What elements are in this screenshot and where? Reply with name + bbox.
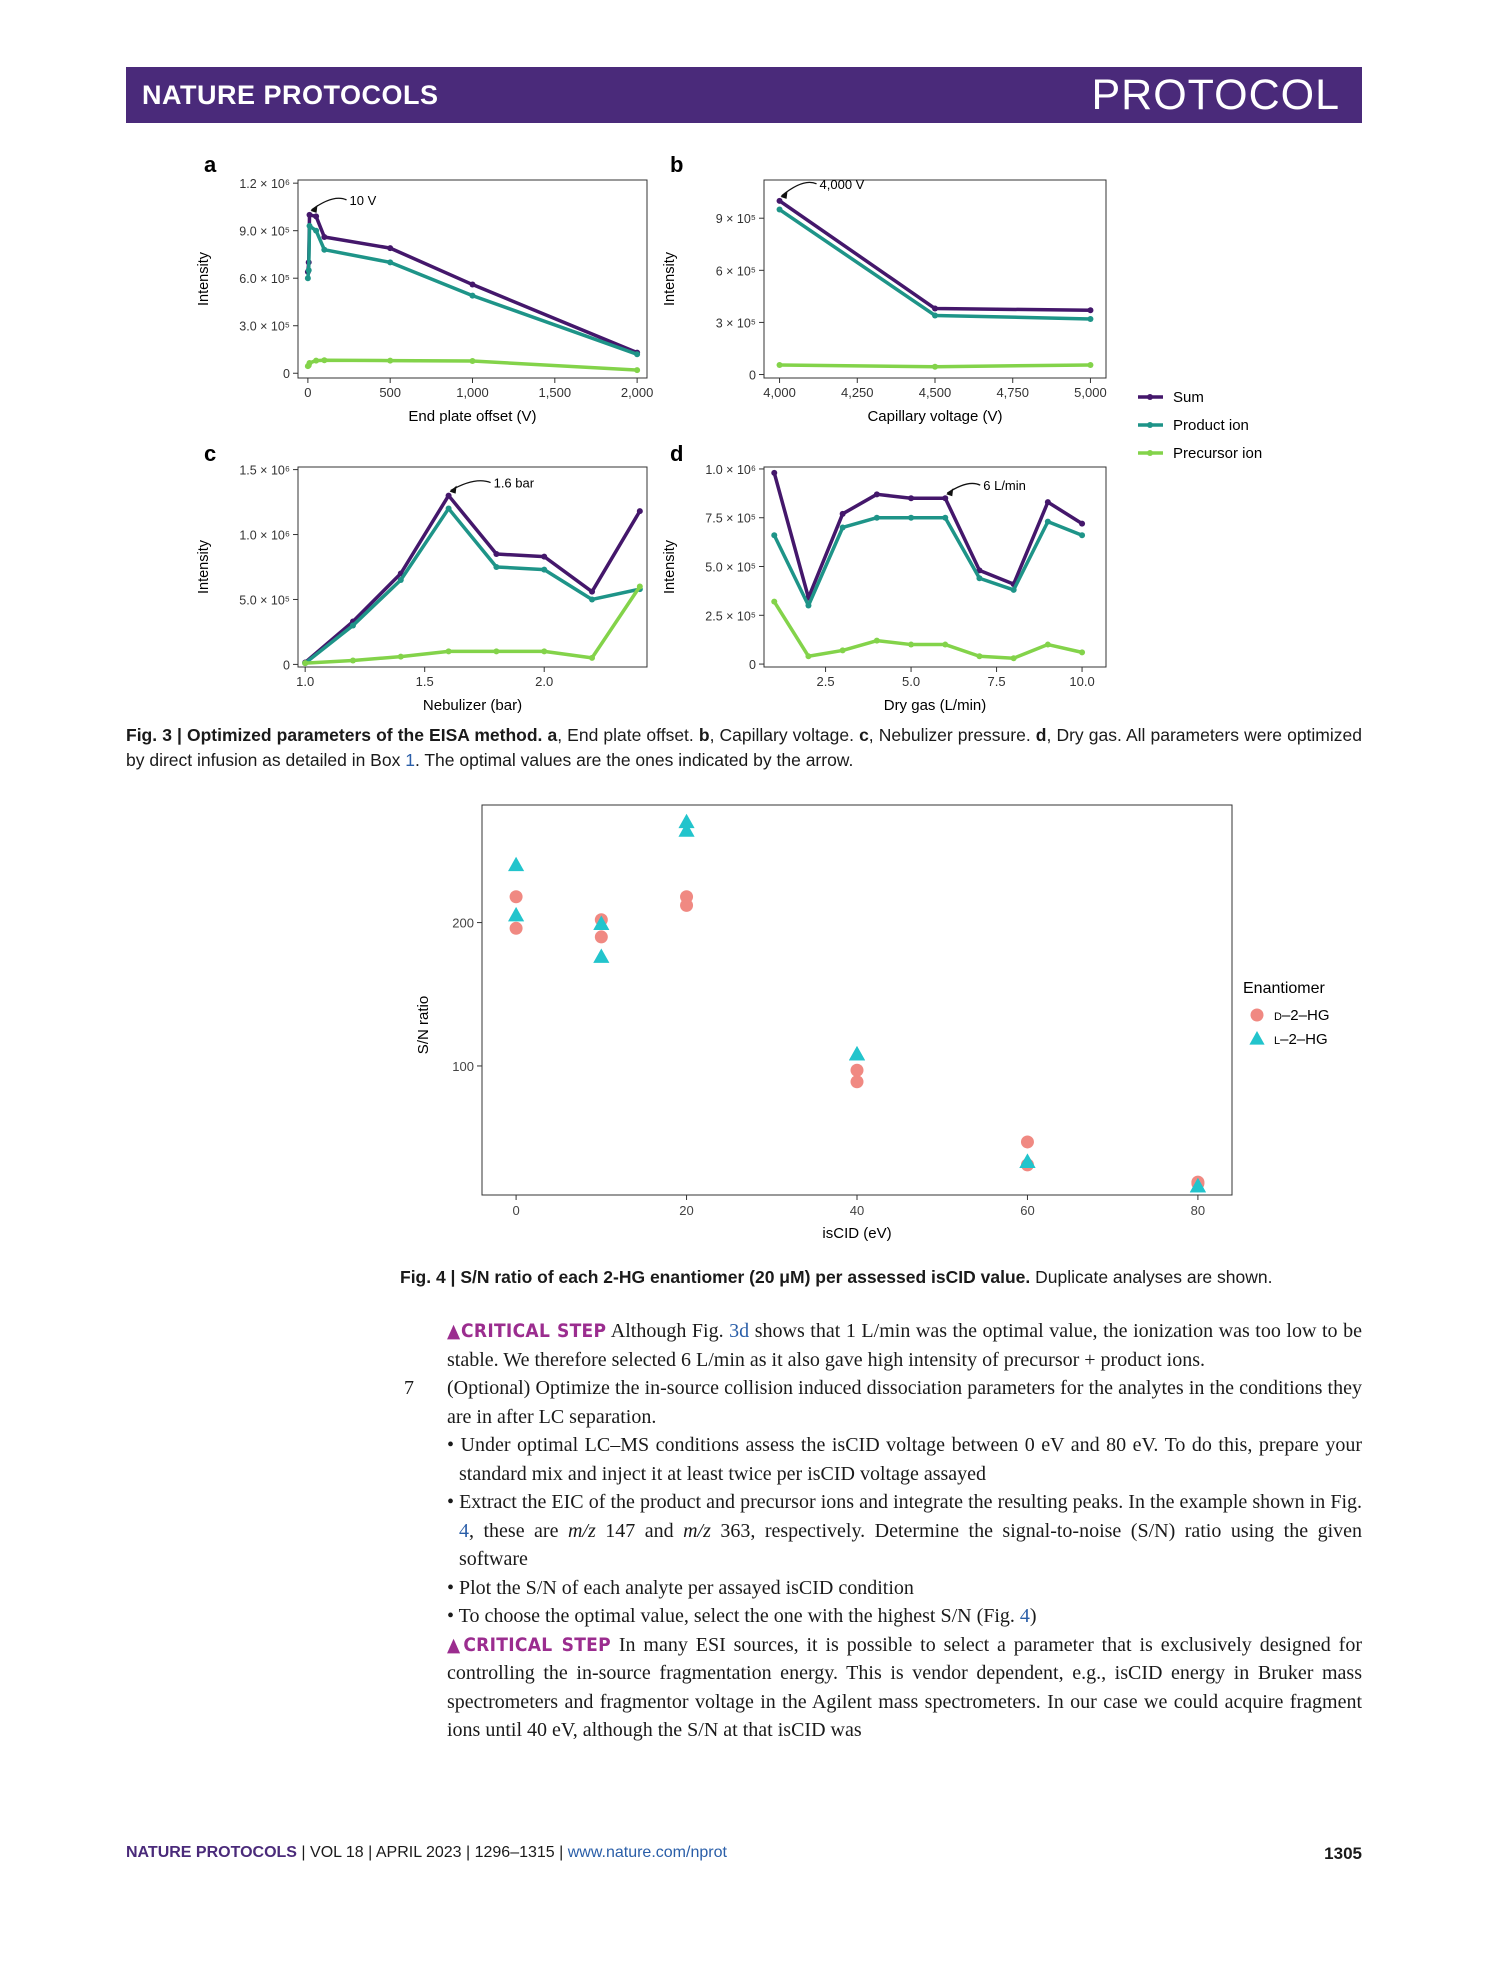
y-axis-label: Intensity [196, 540, 212, 594]
y-tick-label: 3 × 10⁵ [715, 316, 756, 331]
data-point [637, 583, 643, 589]
plot-frame [298, 180, 647, 378]
data-point [1045, 519, 1051, 525]
y-tick-label: 5.0 × 10⁵ [705, 560, 756, 575]
x-tick-label: 20 [679, 1203, 694, 1218]
caption-text: , Capillary voltage. [709, 725, 860, 745]
body-span: 363, respectively. Determine the signal-to-noise (S/N) ratio using the given software [459, 1519, 1362, 1570]
x-tick-label: 5,000 [1074, 385, 1107, 400]
legend-marker [1147, 394, 1153, 400]
bullet-3: • Plot the S/N of each analyte per assayed isCID condition [447, 1576, 914, 1599]
x-tick-label: 1.5 [415, 674, 434, 689]
data-point-lhg [508, 907, 524, 921]
footer-pages: 1296–1315 [474, 1844, 555, 1861]
data-point [840, 511, 846, 517]
data-point-lhg [1019, 1154, 1035, 1168]
series-line [305, 496, 640, 663]
footer-journal: NATURE PROTOCOLS [126, 1844, 297, 1861]
data-point [908, 642, 914, 648]
mz-italic: m/z [683, 1519, 711, 1542]
figure-3 [0, 0, 1489, 730]
data-point [1011, 587, 1017, 593]
data-point [321, 247, 327, 253]
y-axis-label: Intensity [196, 252, 212, 306]
legend-label-smallcap: L [1274, 1035, 1281, 1047]
footer-sep: | [461, 1844, 475, 1861]
x-tick-label: 5.0 [902, 674, 921, 689]
box-link[interactable]: 1 [405, 750, 415, 770]
data-point-lhg [593, 948, 609, 962]
x-tick-label: 2.5 [816, 674, 835, 689]
caption-panel-b: b [698, 725, 710, 745]
x-tick-label: 4,750 [996, 385, 1030, 400]
legend-title: Enantiomer [1243, 980, 1325, 997]
data-point-dhg [510, 922, 523, 935]
data-point [771, 470, 777, 476]
data-point [942, 642, 948, 648]
caption-text: , Nebulizer pressure. [868, 725, 1036, 745]
legend-label-rest: –2–HG [1281, 1007, 1330, 1024]
data-point [589, 589, 595, 595]
data-point [771, 599, 777, 605]
data-point [1011, 655, 1017, 661]
data-point [1079, 649, 1085, 655]
series-line [305, 509, 640, 664]
page-footer [126, 1844, 1362, 1862]
body-span: shows that 1 L/min was the optimal value, the ionization was too low to be stable. We therefore selected 6 L/min as it also gave high intensity of precursor + product ions. [447, 1320, 1362, 1371]
data-point [1087, 316, 1093, 322]
legend-marker [1147, 422, 1153, 428]
y-tick-label: 1.0 × 10⁶ [239, 528, 290, 543]
x-tick-label: 7.5 [987, 674, 1006, 689]
y-tick-label: 0 [283, 658, 290, 673]
annotation-label: 1.6 bar [493, 475, 535, 491]
footer-sep: | [363, 1844, 376, 1861]
data-point [307, 360, 313, 366]
data-point [908, 495, 914, 501]
data-point [805, 603, 811, 609]
x-axis-label: End plate offset (V) [408, 408, 537, 425]
critical-step-2 [447, 1631, 1362, 1745]
legend-label: Precursor ion [1173, 445, 1263, 462]
data-point [350, 622, 356, 628]
footer-sep: | [296, 1844, 311, 1861]
series-line [780, 210, 1091, 319]
fig4-legend [1243, 980, 1329, 1048]
chart-panel-a [196, 152, 653, 425]
fig4-caption-text: Duplicate analyses are shown. [1030, 1267, 1273, 1287]
x-tick-label: 0 [304, 385, 312, 400]
y-tick-label: 3.0 × 10⁵ [239, 319, 290, 334]
y-tick-label: 0 [283, 367, 290, 382]
step-number: 7 [404, 1377, 414, 1399]
data-point-dhg [595, 930, 608, 943]
data-point [976, 653, 982, 659]
fig-3d-link[interactable]: 3d [729, 1320, 750, 1342]
data-point [541, 554, 547, 560]
fig4-caption-label: Fig. 4 | S/N ratio of each 2-HG enantiomer (20 μM) per assessed isCID value. [400, 1267, 1031, 1287]
y-tick-label: 1.2 × 10⁶ [239, 177, 290, 192]
data-point [932, 364, 938, 370]
panel-label: a [204, 152, 217, 177]
annotation-label: 6 L/min [983, 478, 1026, 494]
caption-text: , End plate offset. [557, 725, 699, 745]
step-7 [404, 1374, 1362, 1431]
data-point [398, 577, 404, 583]
footer-url[interactable]: www.nature.com/nprot [567, 1844, 727, 1861]
y-tick-label: 1.5 × 10⁶ [239, 463, 290, 478]
y-tick-label: 0 [749, 368, 756, 383]
x-tick-label: 4,500 [918, 385, 952, 400]
fig3-caption-label: Fig. 3 | Optimized parameters of the EISA method. [126, 725, 543, 745]
fig4-caption [400, 1265, 1362, 1290]
fig3-caption [126, 723, 1362, 773]
y-axis-label: Intensity [662, 540, 678, 594]
panel-label: b [670, 152, 684, 177]
data-point [589, 655, 595, 661]
series-line [780, 201, 1091, 310]
data-point [470, 282, 476, 288]
chart-fig4 [415, 805, 1232, 1242]
legend-label: Sum [1173, 389, 1204, 406]
legend-marker-dhg [1251, 1009, 1264, 1022]
data-point [446, 493, 452, 499]
y-axis-label: S/N ratio [415, 995, 432, 1055]
body-span: In many ESI sources, it is possible to select a parameter that is exclusively designed for controlling the in-source fragmentation energy. This is vendor dependent, e.g., isCID energy in Bruker mass spectrometers and fragmentor voltage in the Agilent mass spectrometers. In our case we could acquire fragment ions until 40 eV, although the S/N at that isCID was [447, 1633, 1362, 1741]
data-point [313, 358, 319, 364]
data-point [387, 259, 393, 265]
annotation-arrowhead [311, 205, 318, 213]
data-point-dhg [1021, 1135, 1034, 1148]
y-tick-label: 9 × 10⁵ [715, 212, 756, 227]
annotation-arrowhead [450, 486, 457, 494]
data-point [942, 495, 948, 501]
data-point [874, 491, 880, 497]
data-point [541, 567, 547, 573]
caption-panel-c: c [859, 725, 869, 745]
data-point [777, 207, 783, 213]
data-point [840, 647, 846, 653]
y-tick-label: 100 [452, 1058, 474, 1074]
x-tick-label: 1,500 [538, 385, 572, 400]
data-point-dhg [851, 1075, 864, 1088]
annotation-arrowhead [781, 191, 788, 199]
y-tick-label: 5.0 × 10⁵ [239, 593, 290, 608]
data-point [307, 212, 313, 218]
data-point [1045, 499, 1051, 505]
data-point [771, 532, 777, 538]
data-point-dhg [680, 899, 693, 912]
x-tick-label: 60 [1020, 1203, 1035, 1218]
y-axis-label: Intensity [662, 252, 678, 306]
footer-sep: | [554, 1844, 568, 1861]
body-span: , these are [469, 1519, 568, 1542]
section-label: PROTOCOL [1091, 71, 1340, 119]
data-point [321, 357, 327, 363]
x-tick-label: 2.0 [535, 674, 554, 689]
x-tick-label: 40 [849, 1203, 865, 1218]
legend-label [1274, 1031, 1328, 1048]
annotation-label: 4,000 V [819, 176, 865, 192]
critical-step-1 [447, 1317, 1362, 1374]
data-point [305, 275, 311, 281]
plot-frame [482, 805, 1232, 1195]
x-axis-label: Dry gas (L/min) [883, 697, 987, 714]
annotation-arrowhead [946, 488, 953, 496]
data-point [874, 638, 880, 644]
body-span: • To choose the optimal value, select the one with the highest S/N (Fig. [447, 1605, 1020, 1627]
caption-text: , Dry gas. All parameters were optimized by direct infusion as detailed in Box [126, 725, 1362, 770]
y-tick-label: 1.0 × 10⁶ [705, 462, 756, 477]
body-span: Although Fig. [606, 1320, 730, 1342]
body-span: ) [1029, 1605, 1037, 1627]
chart-panel-d [662, 441, 1106, 714]
x-tick-label: 4,250 [840, 385, 874, 400]
x-axis-label: isCID (eV) [822, 1225, 892, 1242]
annotation-arrow [451, 481, 491, 491]
series-line [774, 602, 1082, 659]
caption-text: . The optimal values are the ones indicated by the arrow. [414, 750, 854, 770]
step-text: (Optional) Optimize the in-source collision induced dissociation parameters for the analytes in the conditions they are in after LC separation. [447, 1377, 1362, 1428]
footer-date: APRIL 2023 [375, 1844, 462, 1861]
data-point [634, 351, 640, 357]
plot-frame [298, 467, 647, 667]
data-point [387, 358, 393, 364]
x-tick-label: 4,000 [763, 385, 796, 400]
bullet-1: • Under optimal LC–MS conditions assess the isCID voltage between 0 eV and 80 eV. To do this, prepare your standard mix and inject it at least twice per isCID voltage assayed [447, 1434, 1362, 1485]
data-point [1045, 642, 1051, 648]
panel-label: c [204, 441, 217, 466]
data-point-dhg [851, 1064, 864, 1077]
caption-panel-a: a [547, 725, 558, 745]
y-tick-label: 2.5 × 10⁵ [705, 609, 756, 624]
x-tick-label: 80 [1190, 1203, 1206, 1218]
x-tick-label: 1,000 [456, 385, 489, 400]
legend-label-smallcap: D [1274, 1011, 1282, 1023]
data-point-dhg [510, 890, 523, 903]
data-point [302, 660, 308, 666]
journal-name: NATURE PROTOCOLS [142, 80, 439, 110]
body-span: 147 and [595, 1519, 684, 1542]
fig3-legend [1138, 389, 1262, 462]
data-point [541, 648, 547, 654]
legend-marker [1147, 450, 1153, 456]
chart-panel-c [196, 441, 647, 714]
footer-volume: VOL 18 [310, 1844, 364, 1861]
data-point [1079, 532, 1085, 538]
y-tick-label: 6.0 × 10⁵ [239, 272, 290, 287]
data-point [493, 648, 499, 654]
data-point [932, 312, 938, 318]
bullet-4 [447, 1602, 1362, 1631]
data-point [307, 223, 313, 229]
data-point [493, 551, 499, 557]
legend-label-rest: –2–HG [1280, 1031, 1328, 1048]
y-tick-label: 7.5 × 10⁵ [705, 511, 756, 526]
y-tick-label: 9.0 × 10⁵ [239, 224, 290, 239]
data-point [777, 198, 783, 204]
legend-label: Product ion [1173, 417, 1249, 434]
data-point [493, 564, 499, 570]
data-point [1087, 307, 1093, 313]
x-axis-label: Nebulizer (bar) [422, 697, 523, 714]
page-number: 1305 [1324, 1844, 1362, 1863]
y-tick-label: 6 × 10⁵ [715, 264, 756, 279]
chart-panel-b [662, 152, 1107, 425]
data-point [840, 524, 846, 530]
legend-marker-lhg [1249, 1031, 1264, 1045]
data-point [932, 306, 938, 312]
body-text [404, 1317, 1362, 1745]
fig-4-link[interactable]: 4 [459, 1519, 469, 1542]
data-point [805, 653, 811, 659]
series-line [308, 226, 637, 354]
data-point [637, 508, 643, 514]
critical-step-label: ▲CRITICAL STEP [447, 1633, 611, 1656]
x-tick-label: 10.0 [1069, 674, 1095, 689]
plot-frame [764, 180, 1106, 378]
data-point [350, 658, 356, 664]
data-point-lhg [849, 1046, 865, 1060]
y-tick-label: 200 [452, 915, 474, 931]
body-span: • Extract the EIC of the product and precursor ions and integrate the resulting peaks. In the example shown in Fig. [447, 1491, 1362, 1513]
x-tick-label: 2,000 [620, 385, 654, 400]
data-point [874, 515, 880, 521]
panel-label: d [670, 441, 684, 466]
x-tick-label: 1.0 [296, 674, 315, 689]
data-point [446, 648, 452, 654]
data-point-lhg [508, 857, 524, 871]
x-tick-label: 0 [512, 1203, 520, 1218]
data-point [942, 515, 948, 521]
data-point [976, 575, 982, 581]
fig-4-link[interactable]: 4 [1019, 1605, 1030, 1627]
data-point [387, 245, 393, 251]
data-point [1087, 362, 1093, 368]
critical-step-label: ▲CRITICAL STEP [447, 1320, 607, 1342]
data-point [1079, 521, 1085, 527]
x-tick-label: 500 [379, 385, 402, 400]
x-axis-label: Capillary voltage (V) [867, 408, 1003, 425]
data-point [777, 362, 783, 368]
data-point [313, 228, 319, 234]
bullet-2 [447, 1488, 1362, 1574]
data-point [470, 358, 476, 364]
data-point [313, 213, 319, 219]
y-tick-label: 0 [749, 658, 756, 673]
data-point [908, 515, 914, 521]
data-point [634, 367, 640, 373]
data-point [398, 654, 404, 660]
annotation-label: 10 V [349, 192, 377, 208]
data-point [306, 267, 312, 273]
caption-panel-d: d [1035, 725, 1047, 745]
figure-4 [0, 790, 1489, 1260]
data-point [589, 596, 595, 602]
data-point [321, 234, 327, 240]
data-point [470, 293, 476, 299]
legend-label [1274, 1007, 1329, 1024]
data-point [446, 506, 452, 512]
mz-italic: m/z [567, 1519, 596, 1542]
